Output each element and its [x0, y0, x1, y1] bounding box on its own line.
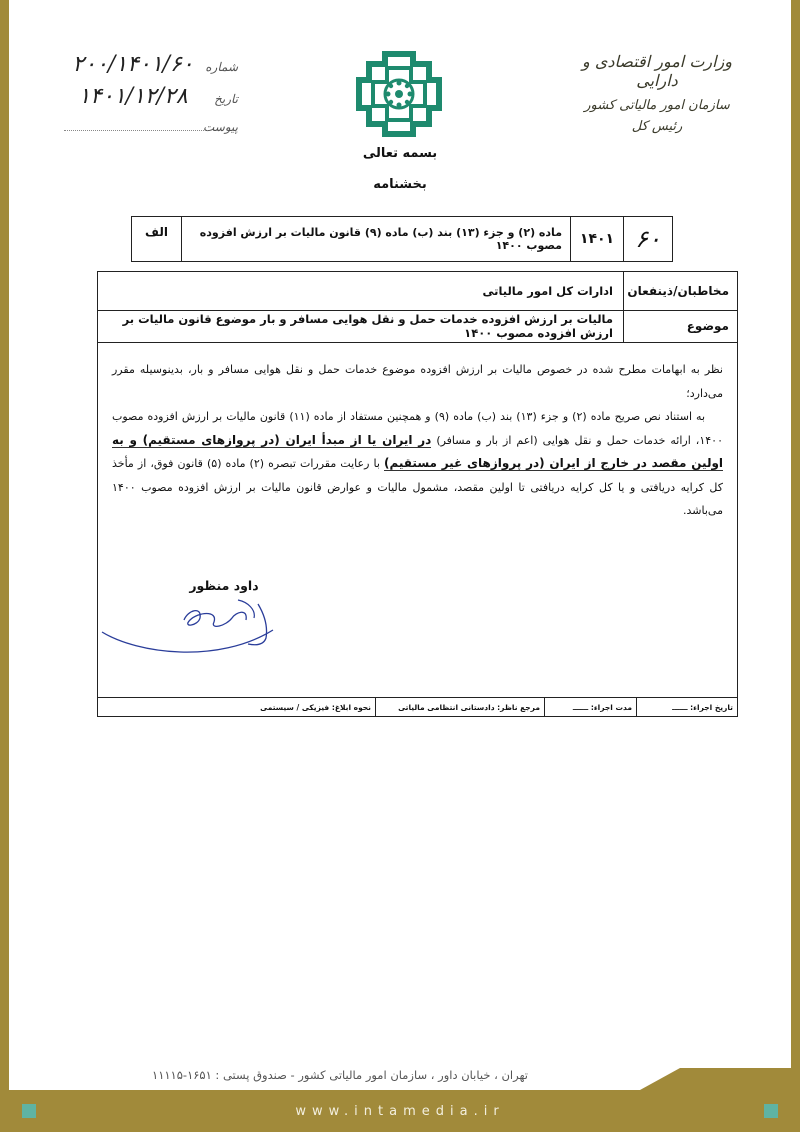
footer-wave-icon	[640, 1068, 800, 1090]
execution-date: تاریخ اجراء: ــــــ	[636, 698, 737, 716]
supervisor-authority: مرجع ناظر: دادستانی انتظامی مالیاتی	[375, 698, 544, 716]
ruling-emphasis: در ایران یا از مبدأ ایران (در پروازهای مستقیم) و به اولین مقصد در خارج از ایران (در پروازهای غیر مستقیم)	[112, 432, 724, 470]
number-row	[58, 52, 238, 84]
attachment-line	[64, 116, 208, 131]
subject-value: مالیات بر ارزش افزوده خدمات حمل و نقل هوایی مسافر و بار موضوع قانون مالیات بر ارزش افزوده مصوب ۱۴۰۰	[122, 312, 613, 340]
website-link[interactable]: www.intamedia.ir	[295, 1104, 505, 1119]
circular-number: ۶۰	[623, 217, 672, 261]
addressee-label: مخاطبان/ذینفعان	[623, 272, 737, 310]
corner-square-right-icon	[764, 1104, 778, 1118]
office-address: تهران ، خیابان داور ، سازمان امور مالیاتی کشور - صندوق پستی : ۱۶۵۱-۱۱۱۱۵	[152, 1068, 528, 1082]
subject-row	[98, 310, 737, 343]
subject-label: موضوع	[623, 310, 737, 342]
date-value: ۱۴۰۱/۱۲/۲۸	[78, 84, 188, 109]
paragraph-intro: نظر به ابهامات مطرح شده در خصوص مالیات بر ارزش افزوده موضوع خدمات حمل و نقل هوایی مسافر و بار، بدینوسیله مقرر می‌دارد؛	[112, 363, 723, 400]
ministry-name: وزارت امور اقتصادی و دارایی	[582, 52, 732, 90]
number-value: ۲۰۰/۱۴۰۱/۶۰	[72, 52, 194, 77]
footer-row	[98, 697, 737, 716]
reference-table	[131, 216, 673, 262]
ministry-header	[562, 52, 752, 134]
circular-category: الف	[145, 225, 168, 239]
letter-meta	[58, 52, 238, 148]
corner-square-left-icon	[22, 1104, 36, 1118]
document-type: بخشنامه	[373, 177, 427, 192]
left-border	[0, 0, 9, 1132]
signer-name: داود منظور	[189, 578, 259, 593]
director-title: رئیس کل	[631, 119, 683, 134]
tax-organization-logo-icon	[355, 50, 443, 138]
letter-body	[112, 358, 723, 523]
notification-method: نحوه ابلاغ: فیزیکی / سیستمی	[260, 702, 371, 712]
attachment-row	[58, 116, 238, 148]
signature-icon	[98, 592, 298, 662]
ruling-text-a: به استناد نص صریح ماده (۲) و جزء (۱۳) بند (ب) ماده (۹) و همچنین مستفاد از ماده (۱۱) قانون مالیات بر ارزش افزوده مصوب ۱۴۰۰، ارائه خدمات حمل و نقل هوایی (اعم از بار و مسافر)	[112, 410, 723, 447]
execution-period: مدت اجراء: ــــــ	[544, 698, 636, 716]
number-label: شماره	[205, 60, 238, 74]
paragraph-ruling	[112, 405, 723, 523]
right-border	[791, 0, 800, 1070]
basmala: بسمه تعالی	[362, 146, 438, 161]
letter-box	[97, 271, 738, 717]
circular-subject: ماده (۲) و جزء (۱۳) بند (ب) ماده (۹) قانون مالیات بر ارزش افزوده مصوب ۱۴۰۰	[181, 217, 570, 261]
organization-name: سازمان امور مالیاتی کشور	[584, 98, 730, 113]
date-row	[58, 84, 238, 116]
attachment-label: پیوست	[203, 120, 238, 134]
circular-year: ۱۴۰۱	[570, 217, 623, 261]
date-label: تاریخ	[214, 92, 238, 106]
addressee-row	[98, 272, 737, 311]
ruling-text-b: با رعایت مقررات تبصره (۲) ماده (۵) قانون فوق، از مأخذ کل کرایه دریافتی و یا کل کرایه دریافتی تا اولین مقصد، مشمول مالیات و عوارض قانون مالیات بر ارزش افزوده مصوب ۱۴۰۰ می‌باشد.	[112, 457, 723, 517]
addressee-value: ادارات کل امور مالیاتی	[482, 284, 613, 298]
